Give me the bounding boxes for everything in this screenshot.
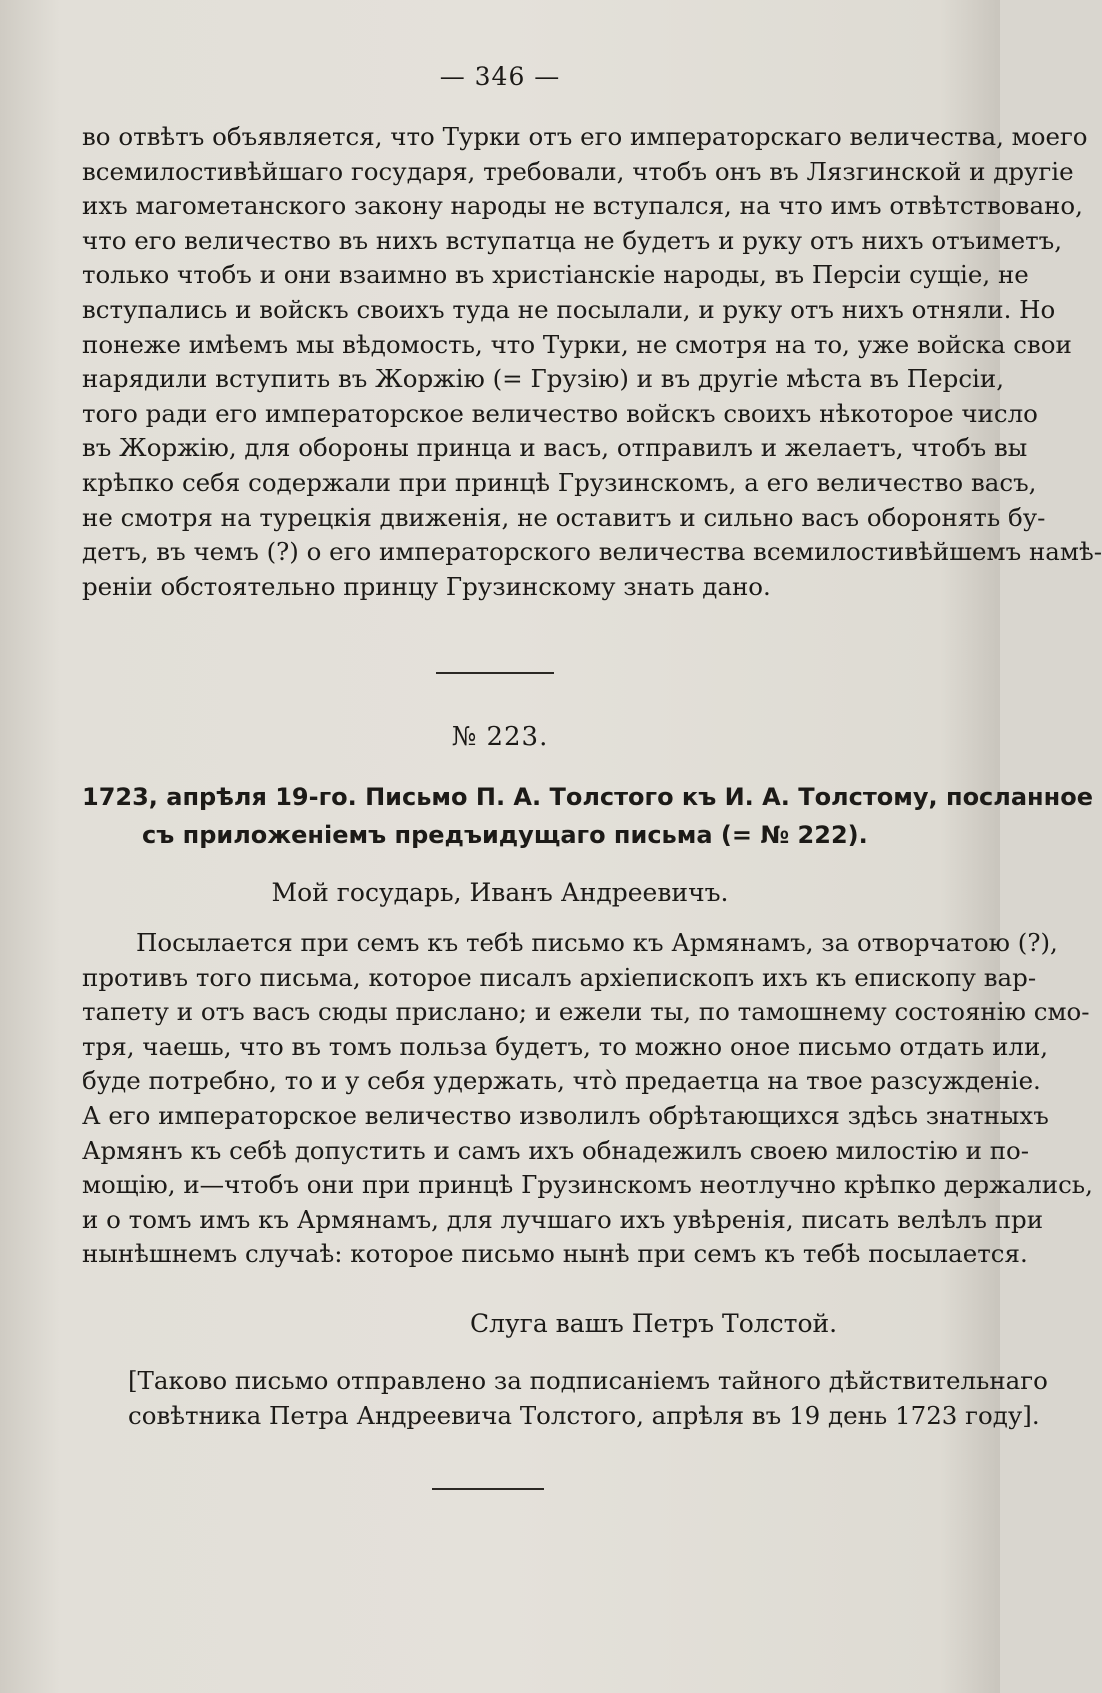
document-heading (82, 778, 1093, 854)
text-line: буде потребно, то и у себя удержать, что̀ предаетца на твое разсужденіе. (82, 1066, 1041, 1096)
text-line: всемилостивѣйшаго государя, требовали, чтобъ онъ въ Лязгинской и другіе (82, 156, 1074, 186)
letter-body (82, 926, 1093, 1272)
heading-line: 1723, апрѣля 19-го. Письмо П. А. Толстого къ И. А. Толстому, посланное (82, 783, 1093, 811)
text-line: Армянъ къ себѣ допустить и самъ ихъ обнадежилъ своею милостію и по- (82, 1135, 1030, 1165)
salutation: Мой государь, Иванъ Андреевичъ. (271, 878, 729, 907)
signature: Слуга вашъ Петръ Толстой. (470, 1309, 838, 1338)
text-line: совѣтника Петра Андреевича Толстого, апрѣля въ 19 день 1723 году]. (128, 1400, 1040, 1430)
text-line: понеже имѣемъ мы вѣдомость, что Турки, не смотря на то, уже войска свои (82, 329, 1072, 359)
heading-line: съ приложеніемъ предъидущаго письма (= № 222). (142, 821, 868, 849)
text-line: нынѣшнемъ случаѣ: которое письмо нынѣ при семъ къ тебѣ посылается. (82, 1239, 1028, 1269)
text-line: и о томъ имъ къ Армянамъ, для лучшаго ихъ увѣренія, писать велѣлъ при (82, 1204, 1044, 1234)
text-line: только чтобъ и они взаимно въ христіанскіе народы, въ Персіи сущіе, не (82, 260, 1029, 290)
text-line: противъ того письма, которое писалъ архіепископъ ихъ къ епископу вар- (82, 962, 1037, 992)
editorial-note (128, 1364, 1048, 1433)
text-line: вступались и войскъ своихъ туда не посылали, и руку отъ нихъ отняли. Но (82, 294, 1056, 324)
page-number: — 346 — (439, 62, 561, 91)
text-line: того ради его императорское величество войскъ своихъ нѣкоторое число (82, 398, 1038, 428)
text-line: что его величество въ нихъ вступатца не будетъ и руку отъ нихъ отъиметъ, (82, 225, 1063, 255)
text-line: тапету и отъ васъ сюды прислано; и ежели ты, по тамошнему состоянію смо- (82, 997, 1090, 1027)
section-divider (436, 672, 554, 674)
text-line: А его императорское величество изволилъ обрѣтающихся здѣсь знатныхъ (82, 1100, 1049, 1130)
paragraph-continuation (82, 120, 1102, 604)
text-line: во отвѣтъ объявляется, что Турки отъ его императорскаго величества, моего (82, 122, 1088, 151)
text-line: крѣпко себя содержали при принцѣ Грузинскомъ, а его величество васъ, (82, 467, 1037, 497)
text-line: детъ, въ чемъ (?) о его императорского величества всемилостивѣйшемъ намѣ- (82, 537, 1102, 567)
text-line: ихъ магометанского закону народы не вступался, на что имъ отвѣтствовано, (82, 191, 1083, 221)
text-line: нарядили вступить въ Жоржію (= Грузію) и въ другіе мѣста въ Персіи, (82, 364, 1005, 394)
text-line: мощію, и—чтобъ они при принцѣ Грузинскомъ неотлучно крѣпко держались, (82, 1170, 1093, 1200)
text-line: не смотря на турецкія движенія, не оставитъ и сильно васъ оборонять бу- (82, 502, 1046, 532)
end-divider (432, 1488, 544, 1490)
text-line: въ Жоржію, для обороны принца и васъ, отправилъ и желаетъ, чтобъ вы (82, 433, 1028, 463)
text-line: Посылается при семъ къ тебѣ письмо къ Армянамъ, за отворчатою (?), (136, 928, 1058, 957)
text-line: [Таково письмо отправлено за подписаніемъ тайного дѣйствительнаго (128, 1366, 1048, 1395)
document-number: № 223. (451, 722, 549, 752)
text-line: тря, чаешь, что въ томъ польза будетъ, то можно оное письмо отдать или, (82, 1031, 1049, 1061)
text-line: реніи обстоятельно принцу Грузинскому знать дано. (82, 571, 771, 601)
